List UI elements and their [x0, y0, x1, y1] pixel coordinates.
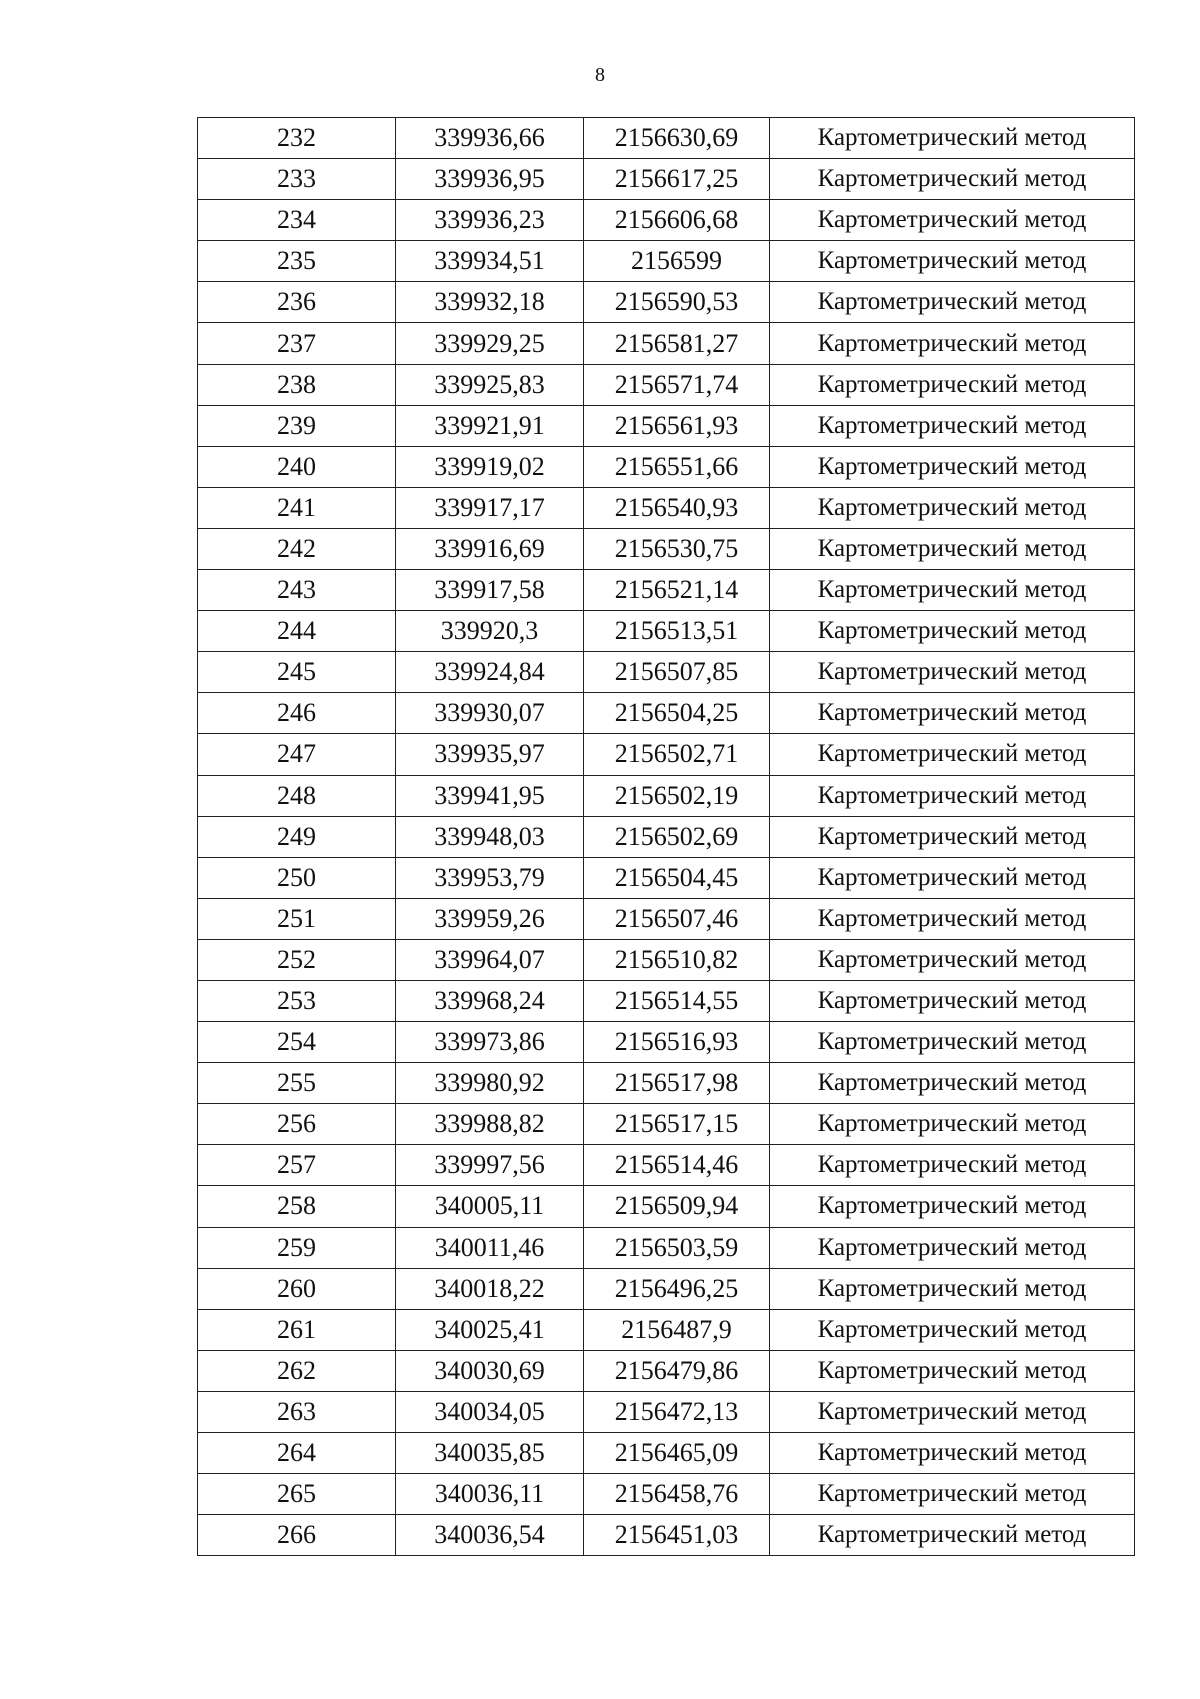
coordinates-table — [197, 117, 1135, 1556]
point-number-cell: 241 — [198, 487, 396, 528]
y-coordinate-cell: 2156516,93 — [584, 1022, 770, 1063]
table-row — [198, 1063, 1135, 1104]
method-cell: Картометрический метод — [770, 611, 1135, 652]
method-cell: Картометрический метод — [770, 1433, 1135, 1474]
method-cell: Картометрический метод — [770, 1145, 1135, 1186]
y-coordinate-cell: 2156599 — [584, 241, 770, 282]
method-cell: Картометрический метод — [770, 980, 1135, 1021]
point-number-cell: 237 — [198, 323, 396, 364]
method-cell: Картометрический метод — [770, 898, 1135, 939]
method-cell: Картометрический метод — [770, 1063, 1135, 1104]
method-cell: Картометрический метод — [770, 857, 1135, 898]
y-coordinate-cell: 2156502,19 — [584, 775, 770, 816]
method-cell: Картометрический метод — [770, 693, 1135, 734]
point-number-cell: 255 — [198, 1063, 396, 1104]
y-coordinate-cell: 2156502,71 — [584, 734, 770, 775]
method-cell: Картометрический метод — [770, 446, 1135, 487]
x-coordinate-cell: 339935,97 — [396, 734, 584, 775]
table-row — [198, 487, 1135, 528]
x-coordinate-cell: 339932,18 — [396, 282, 584, 323]
y-coordinate-cell: 2156451,03 — [584, 1515, 770, 1556]
table-row — [198, 528, 1135, 569]
y-coordinate-cell: 2156530,75 — [584, 528, 770, 569]
x-coordinate-cell: 340030,69 — [396, 1350, 584, 1391]
point-number-cell: 264 — [198, 1433, 396, 1474]
page-number: 8 — [595, 64, 605, 86]
point-number-cell: 233 — [198, 159, 396, 200]
table-row — [198, 364, 1135, 405]
table-row — [198, 1104, 1135, 1145]
point-number-cell: 266 — [198, 1515, 396, 1556]
method-cell: Картометрический метод — [770, 323, 1135, 364]
point-number-cell: 238 — [198, 364, 396, 405]
y-coordinate-cell: 2156504,45 — [584, 857, 770, 898]
x-coordinate-cell: 339925,83 — [396, 364, 584, 405]
point-number-cell: 235 — [198, 241, 396, 282]
method-cell: Картометрический метод — [770, 159, 1135, 200]
y-coordinate-cell: 2156551,66 — [584, 446, 770, 487]
point-number-cell: 251 — [198, 898, 396, 939]
y-coordinate-cell: 2156502,69 — [584, 816, 770, 857]
x-coordinate-cell: 340025,41 — [396, 1309, 584, 1350]
y-coordinate-cell: 2156581,27 — [584, 323, 770, 364]
method-cell: Картометрический метод — [770, 570, 1135, 611]
point-number-cell: 265 — [198, 1474, 396, 1515]
method-cell: Картометрический метод — [770, 652, 1135, 693]
table-row — [198, 939, 1135, 980]
table-row — [198, 1145, 1135, 1186]
table-row — [198, 1391, 1135, 1432]
table-row — [198, 980, 1135, 1021]
point-number-cell: 236 — [198, 282, 396, 323]
y-coordinate-cell: 2156517,98 — [584, 1063, 770, 1104]
point-number-cell: 257 — [198, 1145, 396, 1186]
y-coordinate-cell: 2156496,25 — [584, 1268, 770, 1309]
table-row — [198, 1350, 1135, 1391]
y-coordinate-cell: 2156571,74 — [584, 364, 770, 405]
point-number-cell: 263 — [198, 1391, 396, 1432]
point-number-cell: 254 — [198, 1022, 396, 1063]
table-row — [198, 241, 1135, 282]
coordinates-table-body — [198, 118, 1135, 1556]
method-cell: Картометрический метод — [770, 1268, 1135, 1309]
method-cell: Картометрический метод — [770, 1227, 1135, 1268]
table-row — [198, 734, 1135, 775]
x-coordinate-cell: 339920,3 — [396, 611, 584, 652]
table-row — [198, 1186, 1135, 1227]
method-cell: Картометрический метод — [770, 1350, 1135, 1391]
y-coordinate-cell: 2156510,82 — [584, 939, 770, 980]
method-cell: Картометрический метод — [770, 775, 1135, 816]
x-coordinate-cell: 339917,58 — [396, 570, 584, 611]
method-cell: Картометрический метод — [770, 816, 1135, 857]
y-coordinate-cell: 2156472,13 — [584, 1391, 770, 1432]
y-coordinate-cell: 2156513,51 — [584, 611, 770, 652]
x-coordinate-cell: 339980,92 — [396, 1063, 584, 1104]
point-number-cell: 256 — [198, 1104, 396, 1145]
point-number-cell: 259 — [198, 1227, 396, 1268]
point-number-cell: 240 — [198, 446, 396, 487]
table-row — [198, 1474, 1135, 1515]
x-coordinate-cell: 340018,22 — [396, 1268, 584, 1309]
table-row — [198, 405, 1135, 446]
table-row — [198, 1022, 1135, 1063]
method-cell: Картометрический метод — [770, 1474, 1135, 1515]
y-coordinate-cell: 2156487,9 — [584, 1309, 770, 1350]
y-coordinate-cell: 2156465,09 — [584, 1433, 770, 1474]
method-cell: Картометрический метод — [770, 1104, 1135, 1145]
method-cell: Картометрический метод — [770, 405, 1135, 446]
table-row — [198, 159, 1135, 200]
point-number-cell: 253 — [198, 980, 396, 1021]
table-row — [198, 1433, 1135, 1474]
method-cell: Картометрический метод — [770, 200, 1135, 241]
point-number-cell: 247 — [198, 734, 396, 775]
x-coordinate-cell: 339924,84 — [396, 652, 584, 693]
method-cell: Картометрический метод — [770, 241, 1135, 282]
method-cell: Картометрический метод — [770, 1309, 1135, 1350]
table-row — [198, 1515, 1135, 1556]
point-number-cell: 258 — [198, 1186, 396, 1227]
x-coordinate-cell: 339936,66 — [396, 118, 584, 159]
point-number-cell: 232 — [198, 118, 396, 159]
x-coordinate-cell: 340034,05 — [396, 1391, 584, 1432]
y-coordinate-cell: 2156606,68 — [584, 200, 770, 241]
point-number-cell: 246 — [198, 693, 396, 734]
point-number-cell: 243 — [198, 570, 396, 611]
method-cell: Картометрический метод — [770, 1186, 1135, 1227]
table-row — [198, 898, 1135, 939]
table-row — [198, 857, 1135, 898]
y-coordinate-cell: 2156503,59 — [584, 1227, 770, 1268]
method-cell: Картометрический метод — [770, 487, 1135, 528]
y-coordinate-cell: 2156458,76 — [584, 1474, 770, 1515]
x-coordinate-cell: 340036,11 — [396, 1474, 584, 1515]
x-coordinate-cell: 339953,79 — [396, 857, 584, 898]
table-row — [198, 200, 1135, 241]
point-number-cell: 245 — [198, 652, 396, 693]
table-row — [198, 652, 1135, 693]
y-coordinate-cell: 2156521,14 — [584, 570, 770, 611]
x-coordinate-cell: 339988,82 — [396, 1104, 584, 1145]
table-row — [198, 570, 1135, 611]
table-row — [198, 1227, 1135, 1268]
table-row — [198, 1268, 1135, 1309]
table-row — [198, 611, 1135, 652]
x-coordinate-cell: 339936,95 — [396, 159, 584, 200]
point-number-cell: 248 — [198, 775, 396, 816]
x-coordinate-cell: 339959,26 — [396, 898, 584, 939]
x-coordinate-cell: 339921,91 — [396, 405, 584, 446]
y-coordinate-cell: 2156561,93 — [584, 405, 770, 446]
x-coordinate-cell: 339917,17 — [396, 487, 584, 528]
y-coordinate-cell: 2156504,25 — [584, 693, 770, 734]
method-cell: Картометрический метод — [770, 282, 1135, 323]
method-cell: Картометрический метод — [770, 528, 1135, 569]
x-coordinate-cell: 339930,07 — [396, 693, 584, 734]
point-number-cell: 242 — [198, 528, 396, 569]
method-cell: Картометрический метод — [770, 1515, 1135, 1556]
method-cell: Картометрический метод — [770, 1391, 1135, 1432]
table-row — [198, 282, 1135, 323]
x-coordinate-cell: 339919,02 — [396, 446, 584, 487]
method-cell: Картометрический метод — [770, 364, 1135, 405]
table-row — [198, 693, 1135, 734]
x-coordinate-cell: 339973,86 — [396, 1022, 584, 1063]
point-number-cell: 262 — [198, 1350, 396, 1391]
y-coordinate-cell: 2156507,85 — [584, 652, 770, 693]
table-row — [198, 775, 1135, 816]
x-coordinate-cell: 339934,51 — [396, 241, 584, 282]
y-coordinate-cell: 2156479,86 — [584, 1350, 770, 1391]
table-row — [198, 446, 1135, 487]
y-coordinate-cell: 2156514,55 — [584, 980, 770, 1021]
y-coordinate-cell: 2156517,15 — [584, 1104, 770, 1145]
y-coordinate-cell: 2156540,93 — [584, 487, 770, 528]
x-coordinate-cell: 339968,24 — [396, 980, 584, 1021]
point-number-cell: 252 — [198, 939, 396, 980]
x-coordinate-cell: 339936,23 — [396, 200, 584, 241]
method-cell: Картометрический метод — [770, 1022, 1135, 1063]
x-coordinate-cell: 340036,54 — [396, 1515, 584, 1556]
x-coordinate-cell: 339929,25 — [396, 323, 584, 364]
point-number-cell: 250 — [198, 857, 396, 898]
method-cell: Картометрический метод — [770, 939, 1135, 980]
y-coordinate-cell: 2156507,46 — [584, 898, 770, 939]
y-coordinate-cell: 2156590,53 — [584, 282, 770, 323]
x-coordinate-cell: 340035,85 — [396, 1433, 584, 1474]
x-coordinate-cell: 339941,95 — [396, 775, 584, 816]
y-coordinate-cell: 2156509,94 — [584, 1186, 770, 1227]
method-cell: Картометрический метод — [770, 734, 1135, 775]
point-number-cell: 261 — [198, 1309, 396, 1350]
point-number-cell: 239 — [198, 405, 396, 446]
table-row — [198, 816, 1135, 857]
y-coordinate-cell: 2156630,69 — [584, 118, 770, 159]
x-coordinate-cell: 340005,11 — [396, 1186, 584, 1227]
point-number-cell: 244 — [198, 611, 396, 652]
x-coordinate-cell: 339997,56 — [396, 1145, 584, 1186]
method-cell: Картометрический метод — [770, 118, 1135, 159]
point-number-cell: 249 — [198, 816, 396, 857]
point-number-cell: 260 — [198, 1268, 396, 1309]
table-row — [198, 118, 1135, 159]
y-coordinate-cell: 2156514,46 — [584, 1145, 770, 1186]
x-coordinate-cell: 339948,03 — [396, 816, 584, 857]
point-number-cell: 234 — [198, 200, 396, 241]
x-coordinate-cell: 340011,46 — [396, 1227, 584, 1268]
y-coordinate-cell: 2156617,25 — [584, 159, 770, 200]
x-coordinate-cell: 339964,07 — [396, 939, 584, 980]
x-coordinate-cell: 339916,69 — [396, 528, 584, 569]
table-row — [198, 1309, 1135, 1350]
table-row — [198, 323, 1135, 364]
